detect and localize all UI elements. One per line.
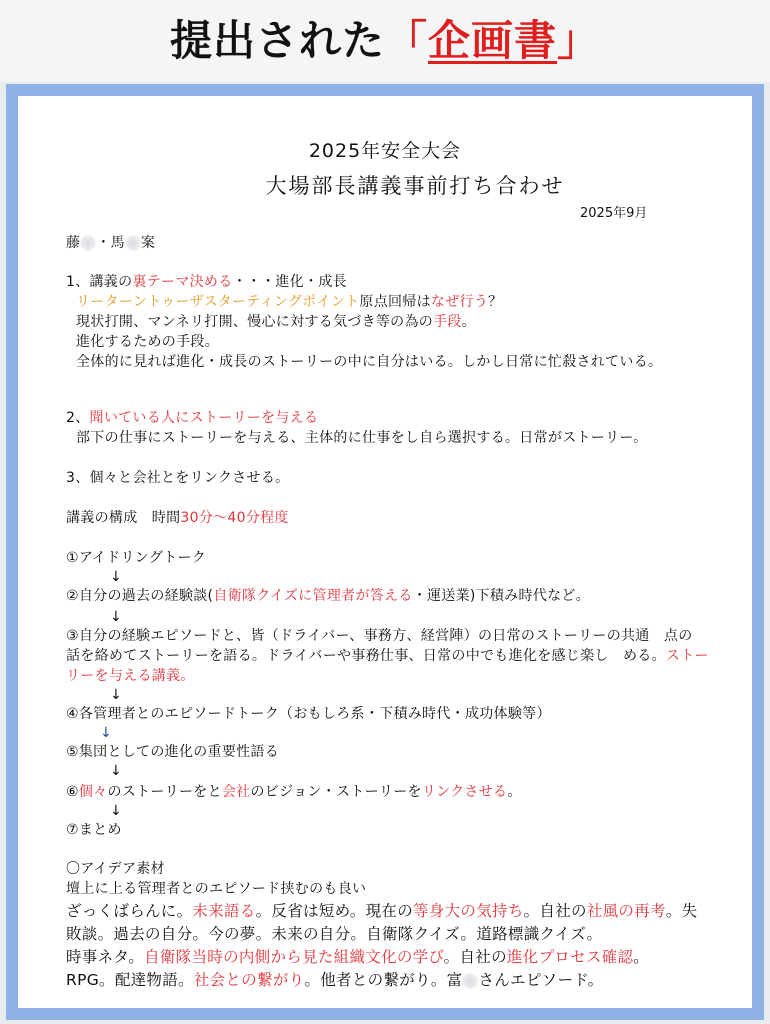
step-4: ④各管理者とのエピソードトーク（おもしろ系・下積み時代・成功体験等） [66, 706, 551, 722]
banner-highlight: 「企画書」 [384, 16, 601, 65]
ideas-line3: 敗談。過去の自分。今の夢。未来の自分。自衛隊クイズ。道路標識クイズ。 [66, 925, 603, 943]
section1-line3: 現状打開、マンネリ打開、慢心に対する気づき等の為の手段。 [76, 314, 477, 330]
authors: 藤 ・馬 案 [66, 235, 156, 251]
step-5: ⑤集団としての進化の重要性語る [66, 744, 280, 760]
doc-date: 2025年9月 [580, 206, 648, 221]
document-frame [6, 84, 764, 1020]
doc-subtitle: 大場部長講義事前打ち合わせ [265, 174, 565, 198]
step-6: ⑥個々のストーリーをと会社のビジョン・ストーリーをリンクさせる。 [66, 784, 522, 800]
step-3-line1: ③自分の経験エピソードと、皆（ドライバー、事務方、経営陣）の日常のストーリーの共通 点の [66, 628, 693, 644]
ideas-line5: RPG。配達物語。社会との繋がり。他者との繋がり。富 さんエピソード。 [66, 971, 604, 989]
section1-line4: 進化するための手段。 [76, 334, 219, 350]
down-arrow-icon: ↓ [110, 609, 122, 625]
ideas-heading: 〇アイデア素材 [66, 861, 165, 877]
step-7: ⑦まとめ [66, 822, 122, 838]
down-arrow-icon: ↓ [110, 569, 122, 585]
redaction-blur [125, 235, 141, 251]
step-2: ②自分の過去の経験談(自衛隊クイズに管理者が答える・運送業)下積み時代など。 [66, 588, 591, 604]
section3-heading: 3、個々と会社とをリンクさせる。 [66, 470, 290, 486]
structure-heading: 講義の構成 時間30分～40分程度 [66, 510, 289, 526]
down-arrow-icon: ↓ [110, 687, 122, 703]
down-arrow-icon: ↓ [110, 803, 122, 819]
ideas-line1: 壇上に上る管理者とのエピソード挟むのも良い [66, 881, 367, 897]
redaction-blur [462, 973, 478, 989]
step-1: ①アイドリングトーク [66, 550, 207, 566]
ideas-line2: ざっくばらんに。未来語る。反省は短め。現在の等身大の気持ち。自社の社風の再考。失 [66, 902, 698, 920]
doc-title: 2025年安全大会 [308, 140, 462, 162]
document-page [18, 96, 752, 1008]
banner-title [0, 0, 770, 82]
step-3-line2: 話を絡めてストーリーを語る。ドライバーや事務仕事、日常の中でも進化を感じ楽し める。ストー [66, 648, 709, 664]
step-3-line3: リーを与える講義。 [66, 668, 195, 684]
down-arrow-icon: ↓ [110, 763, 122, 779]
section1-line5: 全体的に見れば進化・成長のストーリーの中に自分はいる。しかし日常に忙殺されている。 [76, 354, 663, 370]
section2-body: 部下の仕事にストーリーを与える、主体的に仕事をし自ら選択する。日常がストーリー。 [76, 430, 648, 446]
section2-heading: 2、聞いている人にストーリーを与える [66, 410, 319, 426]
down-arrow-icon: ↓ [100, 725, 112, 741]
redaction-blur [80, 235, 96, 251]
ideas-line4: 時事ネタ。自衛隊当時の内側から見た組織文化の学び。自社の進化プロセス確認。 [66, 948, 650, 966]
banner-prefix: 提出された [169, 16, 385, 65]
section1-line2: リーターントゥーザスターティングポイント原点回帰はなぜ行う？ [76, 294, 503, 310]
section1-heading: 1、講義の裏テーマ決める・・・進化・成長 [66, 274, 347, 290]
